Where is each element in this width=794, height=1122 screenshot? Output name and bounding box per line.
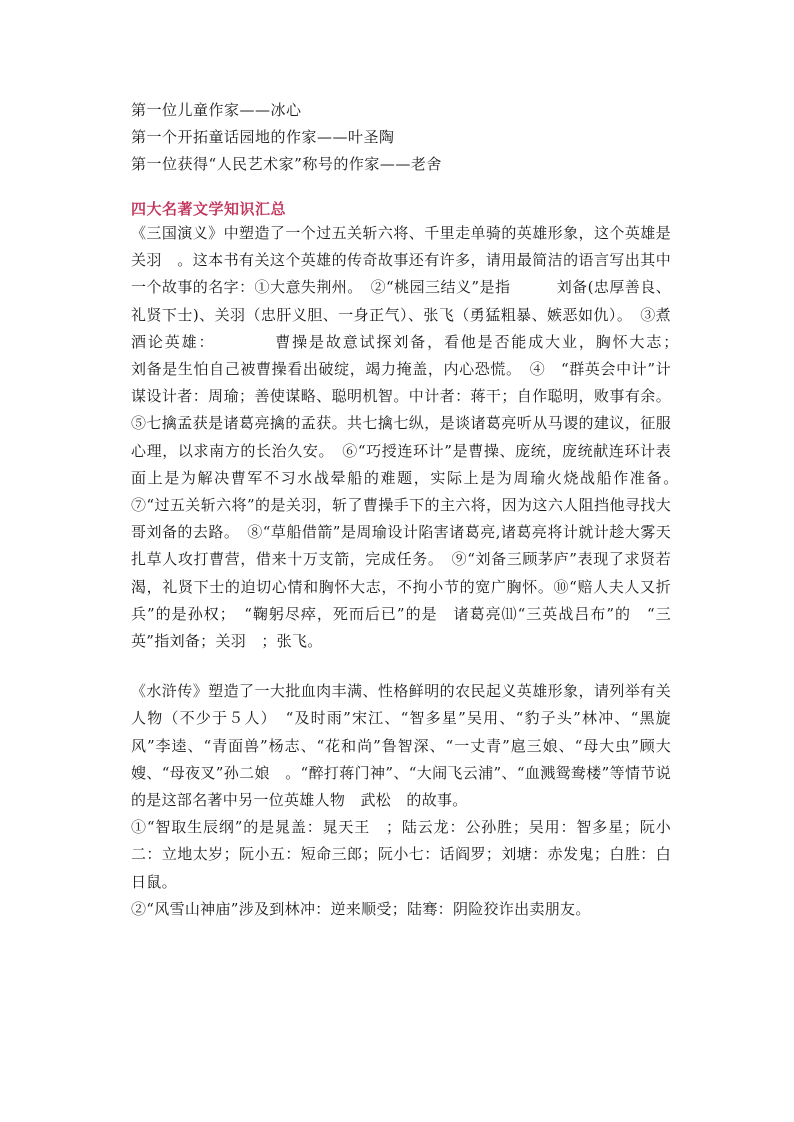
- first-fairy-tale-writer-line: 第一个开拓童话园地的作家——叶圣陶: [131, 128, 395, 146]
- shuihu-item-2: ②“风雪山神庙”涉及到林冲：逆来顺受；陆骞：阴险狡诈出卖朋友。: [131, 899, 591, 918]
- first-children-writer-line: 第一位儿童作家——冰心: [131, 101, 302, 119]
- shuihu-item-1: ①“智取生辰纲”的是晁盖：晁天王 ；陆云龙：公孙胜；吴用：智多星；阮小二：立地太岁；阮小五：短命三郎；阮小七：话阎罗；刘塘：赤发鬼；白胜：白日鼠。: [131, 818, 671, 891]
- section-title: 四大名著文学知识汇总: [131, 200, 287, 218]
- document-page: [131, 97, 733, 923]
- sanguo-paragraph: 《三国演义》中塑造了一个过五关斩六将、千里走单骑的英雄形象，这个英雄是 关羽 。这本书有关这个英雄的传奇故事还有许多，请用最简洁的语言写出其中一个故事的名字：①大意失荆州。 ②“桃园三结义”是指 刘备(忠厚善良、礼贤下士)、关羽（忠肝义胆、一身正气）、张飞（勇猛粗暴、嫉恶如仇）。 ③煮酒论英雄： 曹操是故意试探刘备，看他是否能成大业，胸怀大志； 刘备是生怕自己被曹操看出破绽，竭力掩盖，内心恐慌。 ④ “群英会中计”计谋设计者：周瑜；善使谋略、聪明机智。中计者：蒋干；自作聪明，败事有余。⑤七擒孟获是诸葛亮擒的孟获。共七擒七纵，是谈诸葛亮听从马谡的建议，征服心理，以求南方的长治久安。 ⑥“巧授连环计”是曹操、庞统，庞统献连环计表面上是为解决曹军不习水战晕船的难题，实际上是为周瑜火烧战船作准备。 ⑦“过五关斩六将”的是关羽，斩了曹操手下的主六将，因为这六人阻挡他寻找大哥刘备的去路。 ⑧“草船借箭”是周瑜设计陷害诸葛亮,诸葛亮将计就计趁大雾天扎草人攻打曹营，借来十万支箭，完成任务。 ⑨“刘备三顾茅庐”表现了求贤若渴，礼贤下士的迫切心情和胸怀大志，不拘小节的宽广胸怀。⑩“赔人夫人又折兵”的是孙权； “鞠躬尽瘁，死而后已”的是 诸葛亮⑾“三英战吕布”的 “三英”指刘备；关羽 ；张飞。: [131, 224, 733, 651]
- shuihu-paragraph: 《水浒传》塑造了一大批血肉丰满、性格鲜明的农民起义英雄形象，请列举有关人物（不少于５人） “及时雨”宋江、“智多星”吴用、“豹子头”林冲、“黑旋风”李逵、“青面兽”杨志、“花和尚”鲁智深、“一丈青”扈三娘、“母大虫”顾大嫂、“母夜叉”孙二娘 。“醉打蒋门神”、“大闹飞云浦”、“血溅鸳鸯楼”等情节说的是这部名著中另一位英雄人物 武松 的故事。: [131, 682, 671, 810]
- first-peoples-artist-line: 第一位获得“人民艺术家”称号的作家——老舍: [131, 155, 442, 173]
